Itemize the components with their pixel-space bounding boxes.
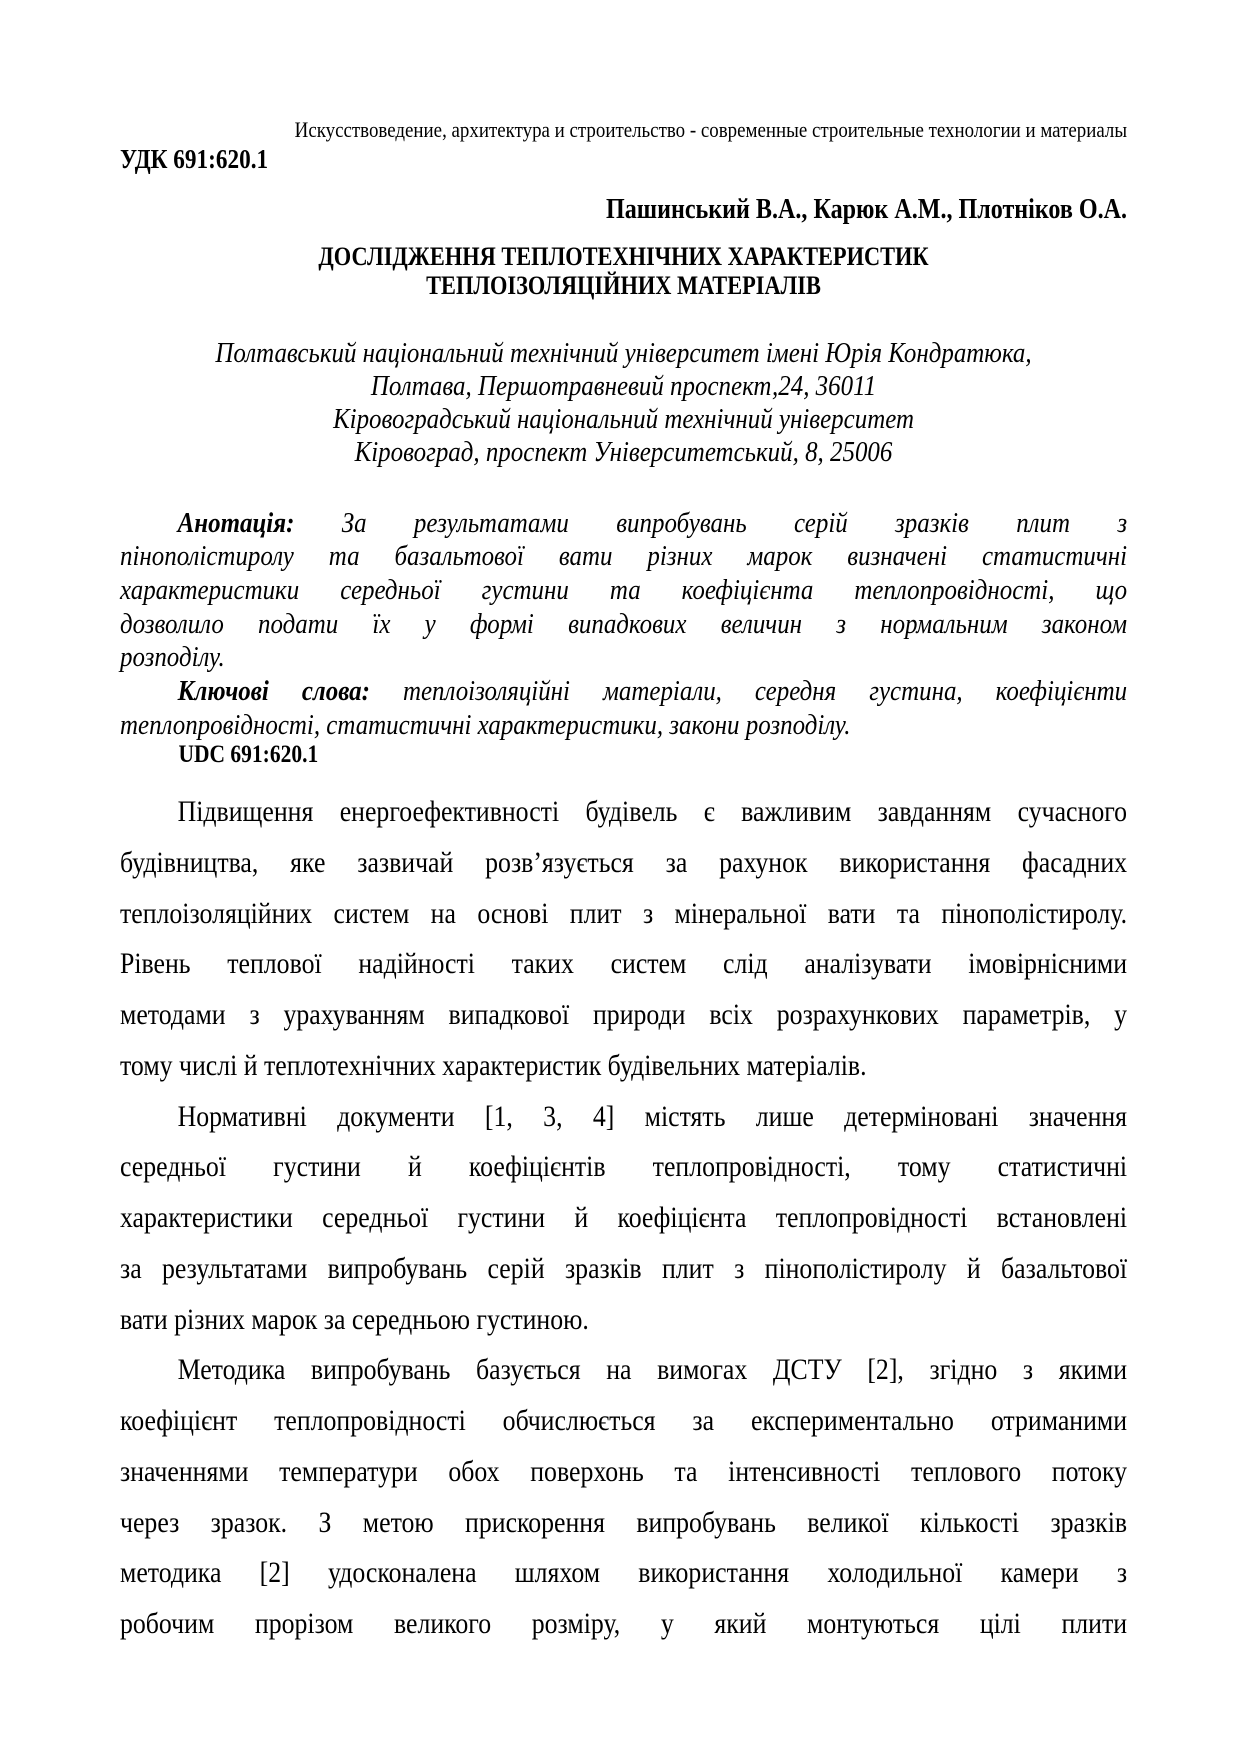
text-line [120, 573, 1127, 607]
text-line [120, 894, 1127, 934]
text-line [120, 607, 1127, 641]
line-text: методами з урахуванням випадкової природи всіх розрахункових параметрів, у [120, 998, 1128, 1031]
line-text: вати різних марок за середньою густиною. [120, 1303, 589, 1336]
section-label: Анотація: [177, 507, 295, 539]
line-text: дозволило подати їх у формі випадкових величин з нормальним законом [120, 608, 1128, 640]
line-text: коефіцієнт теплопровідності обчислюється за експериментально отриманими [120, 1404, 1128, 1437]
line-text: значеннями температури обох поверхонь та інтенсивності теплового потоку [120, 1455, 1128, 1488]
line-text: тому числі й теплотехнічних характеристик будівельних матеріалів. [120, 1049, 867, 1082]
line-text: Нормативні документи [1, 3, 4] містять лише детерміновані значення [177, 1100, 1128, 1133]
text-line [120, 944, 1127, 984]
text-line [120, 843, 1127, 883]
line-text: будівництва, яке зазвичай розв’язується за рахунок використання фасадних [120, 846, 1128, 879]
text-line [120, 1046, 1127, 1086]
text-line [120, 792, 1127, 832]
line-text: теплопровідності, статистичні характеристики, закони розподілу. [120, 709, 851, 741]
line-text: робочим прорізом великого розміру, у який монтуються цілі плити [120, 1607, 1128, 1640]
text-line [120, 674, 1127, 708]
line-text: методика [2] удосконалена шляхом використання холодильної камери з [120, 1556, 1128, 1589]
text-line [120, 640, 1127, 674]
line-text: Методика випробувань базується на вимогах ДСТУ [2], згідно з якими [177, 1353, 1128, 1386]
text-line [120, 1350, 1127, 1390]
text-line [120, 708, 1127, 742]
text-line [120, 506, 1127, 540]
line-text: теплоізоляційних систем на основі плит з мінеральної вати та пінополістиролу. [120, 897, 1128, 930]
document-page [120, 0, 1127, 1754]
udk-code: УДК 691:620.1 [120, 144, 269, 174]
running-header: Искусствоведение, архитектура и строительство - современные строительные технологии и материалы [294, 117, 1128, 142]
text-line [120, 1097, 1127, 1137]
text-line [120, 1553, 1127, 1593]
authors: Пашинський В.А., Карюк А.М., Плотніков О.А. [606, 194, 1128, 225]
line-text: теплоізоляційні матеріали, середня густина, коефіцієнти [402, 675, 1128, 707]
text-line [120, 1249, 1127, 1289]
text-line [120, 1198, 1127, 1238]
line-text: характеристики середньої густини й коефіцієнта теплопровідності встановлені [120, 1201, 1128, 1234]
text-line [120, 1147, 1127, 1187]
text-line [120, 1452, 1127, 1492]
affiliation-line: Полтава, Першотравневий проспект,24, 36011 [370, 370, 877, 402]
text-line [120, 1401, 1127, 1441]
line-text: характеристики середньої густини та коефіцієнта теплопровідності, що [120, 574, 1128, 606]
text-line [120, 539, 1127, 573]
text-line [120, 1300, 1127, 1340]
line-text: Рівень теплової надійності таких систем слід аналізувати імовірнісними [120, 947, 1128, 980]
affiliation-line: Кіровоград, проспект Університетський, 8, 25006 [354, 436, 893, 468]
section-label: Ключові слова: [177, 675, 370, 707]
line-text: Підвищення енергоефективності будівель є важливим завданням сучасного [177, 795, 1128, 828]
affiliation-line: Кіровоградський національний технічний університет [333, 403, 914, 435]
affiliation-line: Полтавський національний технічний університет імені Юрія Кондратюка, [215, 337, 1032, 369]
udc-code: UDC 691:620.1 [178, 741, 319, 768]
text-line [120, 1604, 1127, 1644]
text-line [120, 995, 1127, 1035]
line-text: за результатами випробувань серій зразків плит з пінополістиролу й базальтової [120, 1252, 1128, 1285]
paper-title-line-1: ДОСЛІДЖЕННЯ ТЕПЛОТЕХНІЧНИХ ХАРАКТЕРИСТИК [318, 242, 929, 271]
line-text: пінополістиролу та базальтової вати різних марок визначені статистичні [120, 540, 1128, 572]
paper-title-line-2: ТЕПЛОІЗОЛЯЦІЙНИХ МАТЕРІАЛІВ [426, 271, 821, 300]
text-line [120, 1503, 1127, 1543]
line-text: середньої густини й коефіцієнтів теплопровідності, тому статистичні [120, 1150, 1128, 1183]
line-text: За результатами випробувань серій зразків плит з [341, 507, 1128, 539]
line-text: розподілу. [120, 641, 225, 673]
line-text: через зразок. З метою прискорення випробувань великої кількості зразків [120, 1506, 1128, 1539]
